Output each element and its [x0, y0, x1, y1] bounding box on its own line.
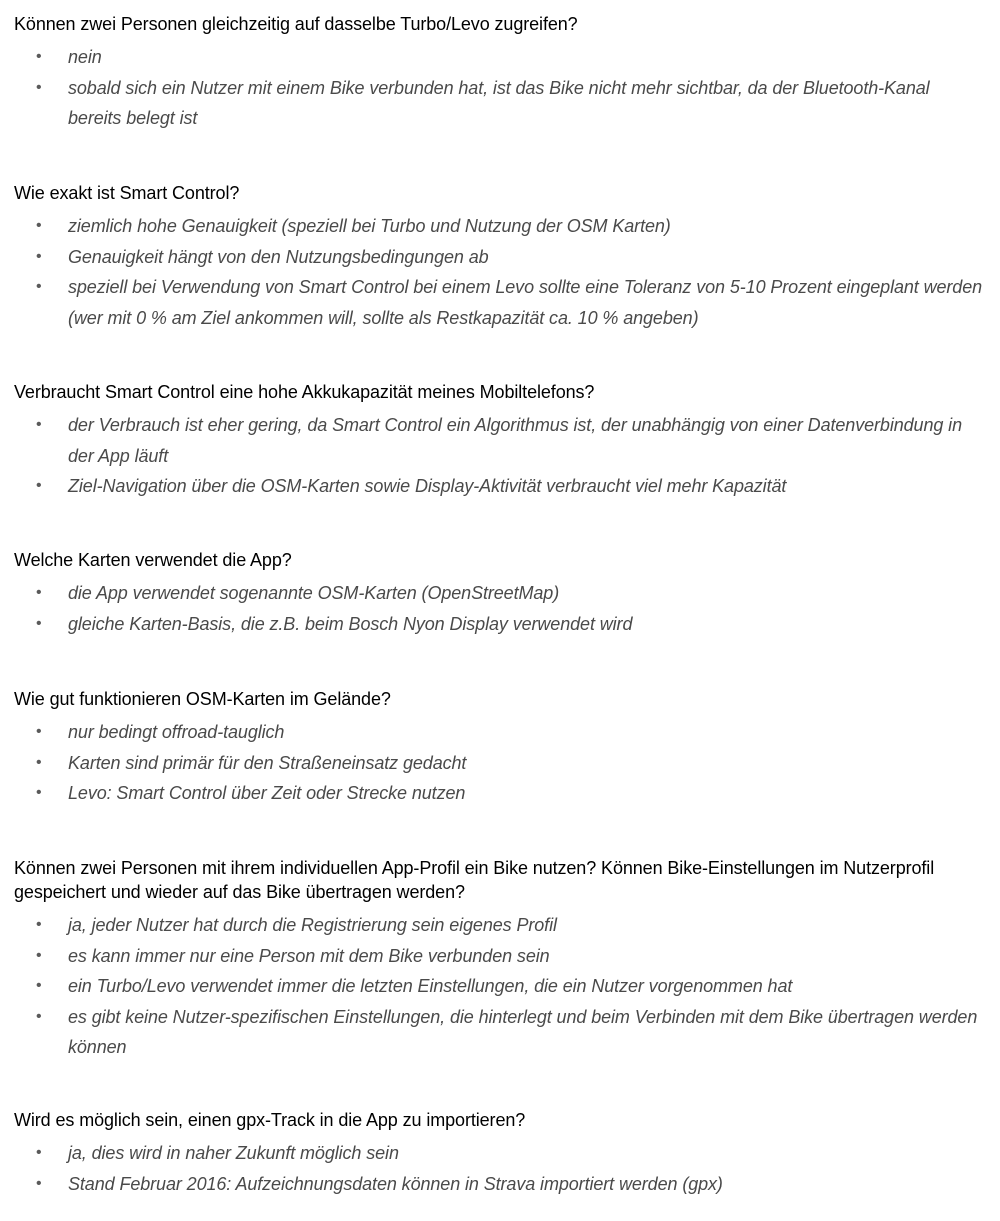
answer-list: [14, 42, 984, 134]
faq-section-battery-usage: [14, 380, 984, 502]
bullet-icon: •: [36, 614, 42, 632]
answer-text: Levo: Smart Control über Zeit oder Strecke nutzen: [68, 783, 466, 803]
answer-text: ja, jeder Nutzer hat durch die Registrierung sein eigenes Profil: [68, 915, 557, 935]
bullet-icon: •: [36, 916, 42, 933]
answer-text: ziemlich hohe Genauigkeit (speziell bei Turbo und Nutzung der OSM Karten): [68, 216, 671, 236]
faq-question: Wird es möglich sein, einen gpx-Track in die App zu importieren?: [14, 1110, 526, 1130]
faq-question: Können zwei Personen mit ihrem individuellen App-Profil ein Bike nutzen? Können Bike-Einstellungen im Nutzerprofil gespeichert und wieder auf das Bike übertragen werden?: [14, 858, 935, 902]
faq-section-smart-control-accuracy: [14, 181, 984, 333]
answer-text: speziell bei Verwendung von Smart Control bei einem Levo sollte eine Toleranz von 5-10 Prozent eingeplant werden (wer mit 0 % am Ziel ankommen will, sollte als Restkapazität ca. 10 % angeben): [68, 277, 983, 328]
answer-text: die App verwendet sogenannte OSM-Karten (OpenStreetMap): [68, 583, 560, 603]
bullet-icon: •: [36, 723, 42, 740]
bullet-icon: •: [36, 977, 42, 994]
faq-question: Verbraucht Smart Control eine hohe Akkukapazität meines Mobiltelefons?: [14, 382, 595, 402]
answer-item: [14, 778, 984, 809]
bullet-icon: •: [36, 584, 42, 601]
faq-section-simultaneous-access: [14, 12, 984, 134]
bullet-icon: •: [36, 78, 42, 96]
answer-list: [14, 1138, 984, 1199]
answer-text: ja, dies wird in naher Zukunft möglich sein: [68, 1143, 399, 1163]
bullet-icon: •: [36, 1174, 42, 1192]
faq-section-gpx-import: [14, 1108, 984, 1199]
bullet-icon: •: [36, 217, 42, 234]
faq-question: Wie gut funktionieren OSM-Karten im Gelände?: [14, 689, 391, 709]
faq-section-osm-offroad: [14, 687, 984, 809]
answer-item: [14, 910, 984, 941]
answer-item: [14, 1138, 984, 1169]
bullet-icon: •: [36, 1144, 42, 1161]
answer-item: [14, 717, 984, 748]
answer-item: [14, 971, 984, 1002]
answer-text: Genauigkeit hängt von den Nutzungsbedingungen ab: [68, 246, 489, 267]
answer-text: Ziel-Navigation über die OSM-Karten sowie Display-Aktivität verbraucht viel mehr Kapazität: [68, 476, 787, 496]
answer-list: [14, 717, 984, 809]
answer-item: [14, 410, 984, 471]
answer-list: [14, 910, 984, 1063]
bullet-icon: •: [36, 1007, 42, 1025]
faq-question: Können zwei Personen gleichzeitig auf dasselbe Turbo/Levo zugreifen?: [14, 14, 578, 34]
answer-text: Karten sind primär für den Straßeneinsatz gedacht: [68, 752, 467, 773]
answer-item: [14, 42, 984, 73]
answer-item: [14, 73, 984, 134]
bullet-icon: •: [36, 247, 42, 265]
bullet-icon: •: [36, 477, 42, 494]
answer-item: [14, 578, 984, 609]
bullet-icon: •: [36, 48, 42, 65]
answer-item: [14, 1169, 984, 1200]
answer-text: der Verbrauch ist eher gering, da Smart Control ein Algorithmus ist, der unabhängig von einer Datenverbindung in der App läuft: [68, 415, 962, 466]
answer-list: [14, 578, 984, 639]
faq-question: Wie exakt ist Smart Control?: [14, 183, 240, 203]
answer-text: ein Turbo/Levo verwendet immer die letzten Einstellungen, die ein Nutzer vorgenommen hat: [68, 976, 793, 996]
answer-item: [14, 242, 984, 273]
answer-item: [14, 1002, 984, 1063]
bullet-icon: •: [36, 278, 42, 295]
answer-text: sobald sich ein Nutzer mit einem Bike verbunden hat, ist das Bike nicht mehr sichtbar, da der Bluetooth-Kanal bereits belegt ist: [68, 77, 930, 128]
answer-item: [14, 471, 984, 502]
answer-item: [14, 748, 984, 779]
answer-text: gleiche Karten-Basis, die z.B. beim Bosch Nyon Display verwendet wird: [68, 613, 633, 634]
answer-item: [14, 272, 984, 333]
bullet-icon: •: [36, 784, 42, 801]
answer-list: [14, 211, 984, 333]
bullet-icon: •: [36, 416, 42, 433]
answer-text: es kann immer nur eine Person mit dem Bike verbunden sein: [68, 945, 550, 966]
answer-list: [14, 410, 984, 502]
bullet-icon: •: [36, 753, 42, 771]
answer-item: [14, 609, 984, 640]
bullet-icon: •: [36, 946, 42, 964]
answer-text: es gibt keine Nutzer-spezifischen Einstellungen, die hinterlegt und beim Verbinden mit dem Bike übertragen werden können: [68, 1006, 978, 1057]
answer-item: [14, 211, 984, 242]
answer-text: Stand Februar 2016: Aufzeichnungsdaten können in Strava importiert werden (gpx): [68, 1173, 723, 1194]
faq-section-user-profiles: [14, 856, 984, 1063]
answer-text: nur bedingt offroad-tauglich: [68, 722, 285, 742]
answer-item: [14, 941, 984, 972]
faq-section-maps-used: [14, 548, 984, 639]
answer-text: nein: [68, 47, 102, 67]
faq-question: Welche Karten verwendet die App?: [14, 550, 292, 570]
